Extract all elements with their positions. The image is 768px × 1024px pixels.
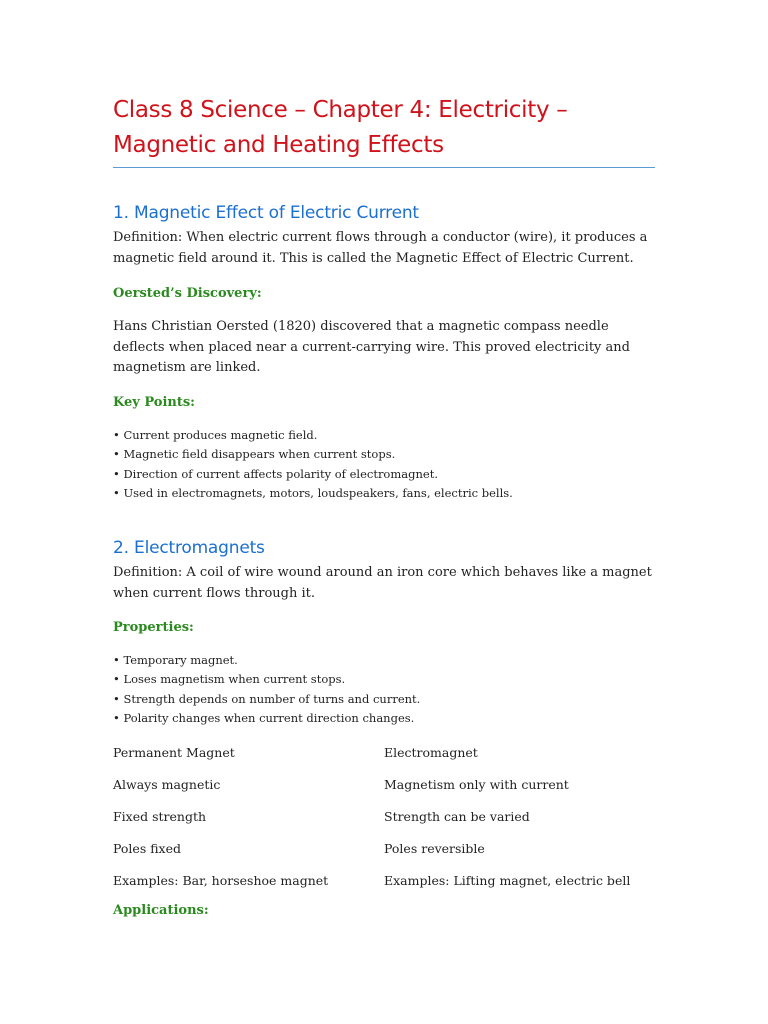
key-points-list (113, 426, 655, 503)
properties-list (113, 651, 655, 728)
key-points-heading: Key Points: (113, 395, 195, 410)
table-cell: Examples: Lifting magnet, electric bell (384, 872, 631, 888)
list-item: • Current produces magnetic field. (113, 428, 318, 442)
applications-heading: Applications: (113, 903, 209, 918)
list-item: • Temporary magnet. (113, 653, 238, 667)
section-2-heading: 2. Electromagnets (113, 538, 265, 558)
table-header-cell: Permanent Magnet (113, 744, 235, 760)
title-divider (113, 167, 655, 168)
table-row (113, 832, 655, 864)
table-cell: Poles reversible (384, 840, 485, 856)
table-cell: Strength can be varied (384, 808, 530, 824)
properties-heading: Properties: (113, 620, 194, 635)
oersted-discovery-text: Hans Christian Oersted (1820) discovered that a magnetic compass needle deflects when placed near a current-carrying wire. This proved electricity and magnetism are linked. (113, 319, 630, 375)
table-row (113, 800, 655, 832)
list-item: • Magnetic field disappears when current stops. (113, 447, 396, 462)
list-item: • Direction of current affects polarity of electromagnet. (113, 466, 438, 481)
oersted-discovery-heading: Oersted’s Discovery: (113, 286, 262, 301)
magnet-comparison-table (113, 736, 655, 896)
list-item: • Polarity changes when current direction changes. (113, 710, 415, 725)
section-1-definition: Definition: When electric current flows through a conductor (wire), it produces a magnetic field around it. This is called the Magnetic Effect of Electric Current. (113, 230, 648, 266)
document-title: Class 8 Science – Chapter 4: Electricity – Magnetic and Heating Effects (113, 97, 568, 158)
table-cell: Magnetism only with current (384, 776, 569, 792)
list-item: • Used in electromagnets, motors, loudspeakers, fans, electric bells. (113, 485, 513, 500)
list-item: • Loses magnetism when current stops. (113, 672, 346, 687)
list-item: • Strength depends on number of turns and current. (113, 691, 421, 706)
table-header-cell: Electromagnet (384, 744, 478, 760)
table-row (113, 864, 655, 896)
table-cell: Poles fixed (113, 840, 181, 856)
section-2-definition: Definition: A coil of wire wound around an iron core which behaves like a magnet when current flows through it. (113, 565, 652, 601)
table-row (113, 768, 655, 800)
table-cell: Fixed strength (113, 808, 207, 824)
section-1-heading: 1. Magnetic Effect of Electric Current (113, 203, 419, 223)
table-cell: Always magnetic (113, 776, 221, 792)
table-header-row (113, 736, 655, 768)
table-cell: Examples: Bar, horseshoe magnet (113, 872, 329, 888)
